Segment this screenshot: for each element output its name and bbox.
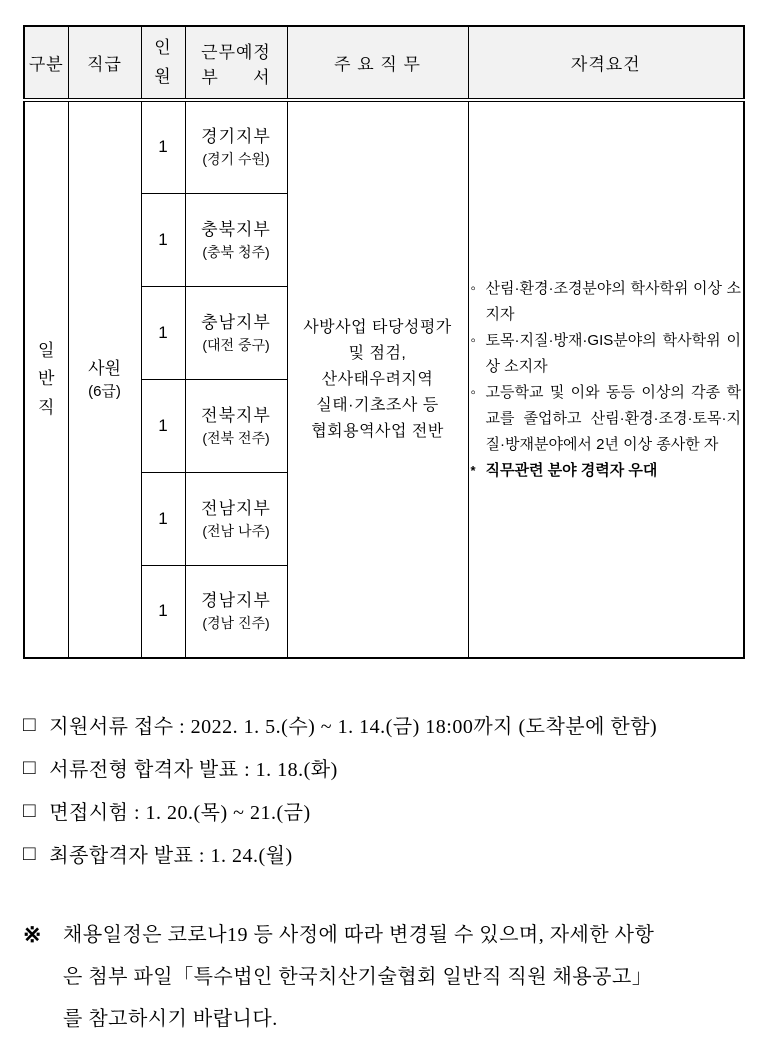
notice-paragraph	[23, 914, 745, 1040]
schedule-item-text: 최종합격자 발표 : 1. 24.(월)	[49, 844, 293, 867]
headcount-cell: 1	[141, 100, 185, 193]
department-cell: 전남지부 (전남 나주)	[185, 472, 287, 565]
schedule-item-text: 지원서류 접수 : 2022. 1. 5.(수) ~ 1. 14.(금) 18:00까지 (도착분에 한함)	[49, 715, 658, 738]
circle-bullet-icon: ◦	[470, 383, 476, 401]
department-cell: 경남지부 (경남 진주)	[185, 565, 287, 658]
qualification-item-preferred: * 직무관련 분야 경력자 우대	[471, 458, 742, 484]
header-qualifications: 자격요건	[468, 26, 744, 100]
schedule-item-final-result	[23, 840, 745, 866]
headcount-cell: 1	[141, 379, 185, 472]
headcount-cell: 1	[141, 472, 185, 565]
qualification-item: ◦ 토목·지질·방재·GIS분야의 학사학위 이상 소지자	[471, 328, 742, 380]
header-grade: 직급	[68, 26, 141, 100]
notice-line: 를 참고하시기 바랍니다.	[63, 1008, 278, 1030]
empty-checkbox-icon: □	[23, 711, 37, 736]
department-cell: 충남지부 (대전 중구)	[185, 286, 287, 379]
schedule-item-application	[23, 711, 745, 737]
empty-checkbox-icon: □	[23, 754, 37, 779]
recruitment-table	[23, 25, 745, 659]
notice-line: 은 첨부 파일「특수법인 한국치산기술협회 일반직 직원 채용공고」	[63, 966, 653, 988]
headcount-cell: 1	[141, 286, 185, 379]
duties-cell: 사방사업 타당성평가 및 점검, 산사태우려지역 실태·기초조사 등 협회용역사업 전반	[287, 100, 468, 658]
qualification-item: ◦ 고등학교 및 이와 동등 이상의 각종 학교를 졸업하고 산림·환경·조경·토목·지질·방재분야에서 2년 이상 종사한 자	[471, 380, 742, 458]
header-headcount: 인원	[141, 26, 185, 100]
asterisk-bullet-icon: *	[470, 462, 476, 478]
schedule-item-text: 서류전형 합격자 발표 : 1. 18.(화)	[49, 758, 338, 781]
empty-checkbox-icon: □	[23, 797, 37, 822]
schedule-item-text: 면접시험 : 1. 20.(목) ~ 21.(금)	[49, 801, 311, 824]
schedule-list	[23, 711, 745, 866]
schedule-item-document-result	[23, 754, 745, 780]
category-cell: 일반직	[24, 100, 68, 658]
headcount-cell: 1	[141, 193, 185, 286]
department-cell: 경기지부 (경기 수원)	[185, 100, 287, 193]
qualifications-cell	[468, 100, 744, 658]
table-row	[24, 100, 744, 193]
notice-text	[63, 914, 654, 1040]
headcount-cell: 1	[141, 565, 185, 658]
schedule-item-interview	[23, 797, 745, 823]
header-department: 근무예정 부 서	[185, 26, 287, 100]
department-cell: 전북지부 (전북 전주)	[185, 379, 287, 472]
grade-cell: 사원 (6급)	[68, 100, 141, 658]
notice-line: 채용일정은 코로나19 등 사정에 따라 변경될 수 있으며, 자세한 사항	[63, 924, 655, 946]
circle-bullet-icon: ◦	[470, 331, 476, 349]
department-cell: 충북지부 (충북 청주)	[185, 193, 287, 286]
qualification-item: ◦ 산림·환경·조경분야의 학사학위 이상 소지자	[471, 276, 742, 328]
header-category: 구분	[24, 26, 68, 100]
circle-bullet-icon: ◦	[470, 279, 476, 297]
header-duties: 주 요 직 무	[287, 26, 468, 100]
empty-checkbox-icon: □	[23, 840, 37, 865]
reference-mark-icon: ※	[23, 922, 42, 947]
table-header-row	[24, 26, 744, 100]
